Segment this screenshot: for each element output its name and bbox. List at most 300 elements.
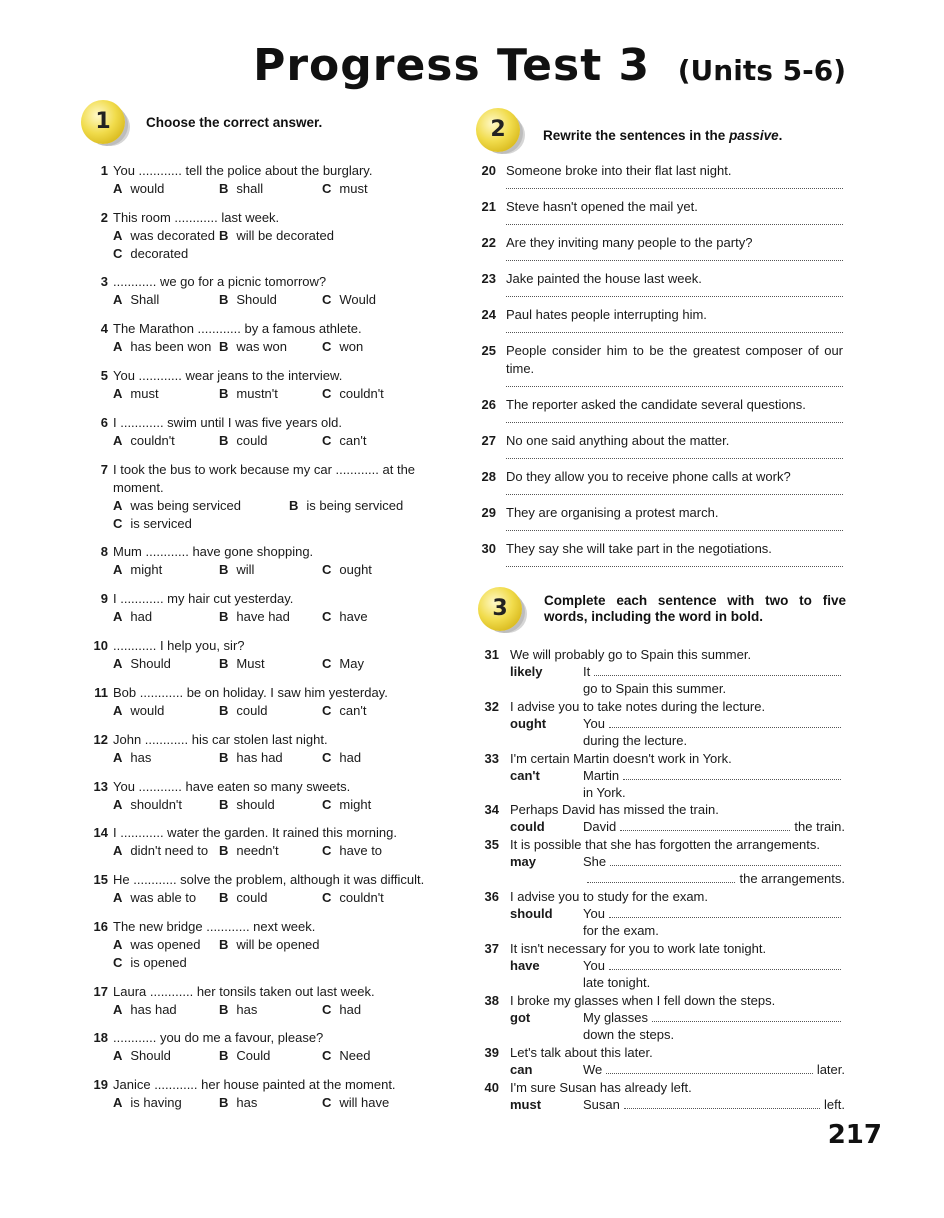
option-text: Need bbox=[339, 1048, 371, 1063]
option-a[interactable] bbox=[113, 385, 159, 403]
item-sentence: Someone broke into their flat last night. bbox=[506, 163, 732, 178]
question-number: 7 bbox=[100, 462, 108, 477]
blank[interactable] bbox=[620, 818, 790, 831]
option-a[interactable] bbox=[113, 291, 159, 309]
section-3-badge: 3 bbox=[478, 587, 522, 631]
blank[interactable] bbox=[587, 870, 735, 883]
option-c[interactable] bbox=[322, 180, 368, 198]
option-b[interactable] bbox=[219, 1047, 270, 1065]
item-sentence: It isn't necessary for you to work late tonight. bbox=[510, 941, 767, 956]
option-b[interactable] bbox=[219, 385, 278, 403]
item-sentence: They are organising a protest march. bbox=[506, 505, 719, 520]
question-stem: You ............ wear jeans to the interview. bbox=[113, 368, 343, 383]
option-text: couldn't bbox=[339, 890, 384, 905]
option-b[interactable] bbox=[289, 497, 403, 515]
answer-line[interactable] bbox=[506, 223, 843, 225]
answer-continue: in York. bbox=[583, 785, 626, 800]
question-stem: He ............ solve the problem, although it was difficult. bbox=[113, 872, 425, 887]
option-b[interactable] bbox=[219, 796, 275, 814]
question-stem: John ............ his car stolen last night. bbox=[113, 732, 328, 747]
option-c[interactable] bbox=[113, 245, 188, 263]
section-2-instruction bbox=[543, 128, 782, 143]
option-text: might bbox=[339, 797, 372, 812]
option-letter: C bbox=[322, 1095, 332, 1110]
item-number: 32 bbox=[484, 699, 499, 714]
option-letter: A bbox=[113, 433, 123, 448]
item-number: 26 bbox=[481, 397, 496, 412]
answer-start: You bbox=[583, 906, 605, 921]
answer-line-2 bbox=[583, 784, 845, 801]
option-b[interactable] bbox=[219, 291, 277, 309]
answer-line[interactable] bbox=[506, 187, 843, 189]
question-number: 5 bbox=[100, 368, 108, 383]
option-letter: C bbox=[322, 890, 332, 905]
item-number: 24 bbox=[481, 307, 496, 322]
answer-line-2 bbox=[583, 974, 845, 991]
keyword: must bbox=[510, 1097, 542, 1112]
option-text: will be decorated bbox=[236, 228, 334, 243]
option-letter: C bbox=[322, 339, 332, 354]
option-text: is opened bbox=[130, 955, 187, 970]
option-letter: C bbox=[322, 843, 332, 858]
answer-line-2 bbox=[583, 732, 845, 749]
option-letter: A bbox=[113, 1048, 123, 1063]
item-number: 29 bbox=[481, 505, 496, 520]
blank[interactable] bbox=[652, 1009, 841, 1022]
question-stem: ............ I help you, sir? bbox=[113, 638, 245, 653]
option-text: will bbox=[236, 562, 255, 577]
option-a[interactable] bbox=[113, 655, 171, 673]
option-letter: B bbox=[219, 433, 229, 448]
answer-continue: late tonight. bbox=[583, 975, 651, 990]
option-text: had bbox=[339, 750, 362, 765]
answer-end: later. bbox=[816, 1062, 845, 1077]
option-text: Should bbox=[236, 292, 277, 307]
option-letter: A bbox=[113, 1095, 123, 1110]
item-sentence: They say she will take part in the negotiations. bbox=[506, 541, 772, 556]
answer-line-2 bbox=[583, 680, 845, 697]
item-number: 21 bbox=[481, 199, 496, 214]
option-c[interactable] bbox=[322, 655, 364, 673]
option-letter: A bbox=[113, 339, 123, 354]
option-letter: B bbox=[219, 656, 229, 671]
question-stem: You ............ tell the police about the burglary. bbox=[113, 163, 373, 178]
option-text: have to bbox=[339, 843, 383, 858]
option-c[interactable] bbox=[322, 561, 372, 579]
answer-line[interactable] bbox=[506, 385, 843, 387]
answer-line-1 bbox=[583, 1061, 845, 1078]
section-2-instruction-prefix: Rewrite the sentences in the bbox=[543, 128, 730, 143]
option-letter: A bbox=[113, 937, 123, 952]
option-letter: B bbox=[219, 609, 229, 624]
item-sentence: Steve hasn't opened the mail yet. bbox=[506, 199, 698, 214]
option-text: didn't need to bbox=[130, 843, 209, 858]
item-sentence: It is possible that she has forgotten the arrangements. bbox=[510, 837, 821, 852]
question-number: 8 bbox=[100, 544, 108, 559]
option-text: was being serviced bbox=[130, 498, 241, 513]
item-sentence: I broke my glasses when I fell down the steps. bbox=[510, 993, 776, 1008]
answer-line[interactable] bbox=[506, 493, 843, 495]
item-number: 31 bbox=[484, 647, 499, 662]
option-letter: B bbox=[219, 890, 229, 905]
item-sentence: I'm certain Martin doesn't work in York. bbox=[510, 751, 732, 766]
option-text: have bbox=[339, 609, 368, 624]
answer-continue: for the exam. bbox=[583, 923, 659, 938]
option-text: shall bbox=[236, 181, 264, 196]
option-letter: C bbox=[322, 433, 332, 448]
keyword: got bbox=[510, 1010, 531, 1025]
option-letter: A bbox=[113, 292, 123, 307]
answer-start: It bbox=[583, 664, 591, 679]
option-text: will have bbox=[339, 1095, 390, 1110]
option-c[interactable] bbox=[113, 515, 192, 533]
option-letter: A bbox=[113, 498, 123, 513]
question-stem: ............ we go for a picnic tomorrow? bbox=[113, 274, 327, 289]
item-sentence: I advise you to study for the exam. bbox=[510, 889, 708, 904]
option-c[interactable] bbox=[322, 1047, 370, 1065]
option-letter: B bbox=[219, 339, 229, 354]
question-stem: This room ............ last week. bbox=[113, 210, 280, 225]
option-letter: B bbox=[219, 386, 229, 401]
option-a[interactable] bbox=[113, 608, 152, 626]
option-b[interactable] bbox=[219, 227, 334, 245]
keyword: ought bbox=[510, 716, 547, 731]
option-letter: B bbox=[219, 1048, 229, 1063]
answer-start: She bbox=[583, 854, 607, 869]
item-number: 30 bbox=[481, 541, 496, 556]
question-number: 10 bbox=[93, 638, 108, 653]
answer-line[interactable] bbox=[506, 565, 843, 567]
option-a[interactable] bbox=[113, 936, 201, 954]
question-number: 11 bbox=[94, 685, 108, 700]
option-text: was won bbox=[236, 339, 287, 354]
question-stem: I ............ swim until I was five years old. bbox=[113, 415, 343, 430]
answer-start: Susan bbox=[583, 1097, 620, 1112]
option-b[interactable] bbox=[219, 702, 267, 720]
item-sentence: No one said anything about the matter. bbox=[506, 433, 730, 448]
answer-start: You bbox=[583, 716, 605, 731]
answer-line-2 bbox=[583, 922, 845, 939]
question-stem: Laura ............ her tonsils taken out last week. bbox=[113, 984, 375, 999]
option-c[interactable] bbox=[322, 385, 384, 403]
option-text: May bbox=[339, 656, 364, 671]
option-letter: B bbox=[219, 562, 229, 577]
option-a[interactable] bbox=[113, 749, 151, 767]
option-c[interactable] bbox=[322, 842, 382, 860]
option-b[interactable] bbox=[219, 936, 320, 954]
option-a[interactable] bbox=[113, 432, 175, 450]
option-text: can't bbox=[339, 703, 367, 718]
option-letter: B bbox=[219, 1095, 229, 1110]
option-c[interactable] bbox=[322, 338, 363, 356]
option-c[interactable] bbox=[322, 291, 376, 309]
option-text: decorated bbox=[130, 246, 189, 261]
option-letter: C bbox=[322, 656, 332, 671]
question-stem: Bob ............ be on holiday. I saw him yesterday. bbox=[113, 685, 388, 700]
option-c[interactable] bbox=[322, 796, 371, 814]
option-text: has bbox=[236, 1095, 258, 1110]
blank[interactable] bbox=[606, 1061, 813, 1074]
item-sentence: Are they inviting many people to the party? bbox=[506, 235, 753, 250]
answer-line-1 bbox=[583, 767, 845, 784]
option-text: was decorated bbox=[130, 228, 215, 243]
answer-start: David bbox=[583, 819, 617, 834]
question-stem: I took the bus to work because my car ............ at the moment. bbox=[113, 462, 416, 495]
option-a[interactable] bbox=[113, 702, 164, 720]
option-b[interactable] bbox=[219, 1094, 257, 1112]
option-b[interactable] bbox=[219, 1001, 257, 1019]
answer-line[interactable] bbox=[506, 331, 843, 333]
option-letter: A bbox=[113, 703, 123, 718]
option-text: would bbox=[130, 703, 165, 718]
option-a[interactable] bbox=[113, 889, 196, 907]
option-letter: C bbox=[322, 386, 332, 401]
question-number: 14 bbox=[93, 825, 108, 840]
option-text: ought bbox=[339, 562, 372, 577]
answer-start: My glasses bbox=[583, 1010, 649, 1025]
test-title: Progress Test 3 bbox=[253, 40, 651, 91]
option-b[interactable] bbox=[219, 180, 263, 198]
item-sentence: The reporter asked the candidate several questions. bbox=[506, 397, 806, 412]
option-text: Shall bbox=[130, 292, 160, 307]
answer-line[interactable] bbox=[506, 529, 843, 531]
option-letter: C bbox=[322, 292, 332, 307]
option-a[interactable] bbox=[113, 227, 215, 245]
question-number: 6 bbox=[100, 415, 108, 430]
question-stem: You ............ have eaten so many sweets. bbox=[113, 779, 351, 794]
option-letter: C bbox=[322, 562, 332, 577]
answer-line-1 bbox=[583, 905, 845, 922]
question-number: 17 bbox=[93, 984, 108, 999]
item-sentence: I advise you to take notes during the lecture. bbox=[510, 699, 766, 714]
keyword: can't bbox=[510, 768, 540, 783]
option-a[interactable] bbox=[113, 796, 182, 814]
question-stem: I ............ water the garden. It rained this morning. bbox=[113, 825, 397, 840]
option-letter: C bbox=[322, 1048, 332, 1063]
question-number: 12 bbox=[93, 732, 108, 747]
option-b[interactable] bbox=[219, 608, 290, 626]
blank[interactable] bbox=[594, 663, 841, 676]
keyword: may bbox=[510, 854, 537, 869]
option-b[interactable] bbox=[219, 842, 279, 860]
section-2-instruction-suffix: . bbox=[778, 128, 783, 143]
option-c[interactable] bbox=[322, 749, 361, 767]
option-text: was able to bbox=[130, 890, 197, 905]
item-sentence: Perhaps David has missed the train. bbox=[510, 802, 719, 817]
item-sentence: Let's talk about this later. bbox=[510, 1045, 653, 1060]
option-text: Would bbox=[339, 292, 377, 307]
blank[interactable] bbox=[624, 1096, 820, 1109]
blank[interactable] bbox=[609, 957, 841, 970]
option-text: could bbox=[236, 890, 268, 905]
page-number: 217 bbox=[827, 1120, 882, 1150]
option-letter: A bbox=[113, 181, 123, 196]
option-text: is having bbox=[130, 1095, 182, 1110]
option-text: is being serviced bbox=[306, 498, 404, 513]
section-2-badge: 2 bbox=[476, 108, 520, 152]
question-number: 2 bbox=[100, 210, 108, 225]
option-c[interactable] bbox=[322, 1094, 389, 1112]
option-text: can't bbox=[339, 433, 367, 448]
blank[interactable] bbox=[610, 853, 841, 866]
option-letter: B bbox=[219, 843, 229, 858]
answer-start: Martin bbox=[583, 768, 620, 783]
keyword: should bbox=[510, 906, 553, 921]
answer-line[interactable] bbox=[506, 295, 843, 297]
test-units: (Units 5-6) bbox=[677, 54, 846, 87]
option-a[interactable] bbox=[113, 1094, 182, 1112]
item-sentence: I'm sure Susan has already left. bbox=[510, 1080, 692, 1095]
option-letter: B bbox=[219, 1002, 229, 1017]
option-a[interactable] bbox=[113, 180, 164, 198]
answer-end: the arrangements. bbox=[739, 871, 845, 886]
option-c[interactable] bbox=[113, 954, 187, 972]
option-letter: C bbox=[113, 246, 123, 261]
option-letter: A bbox=[113, 228, 123, 243]
item-number: 27 bbox=[481, 433, 496, 448]
option-c[interactable] bbox=[322, 608, 368, 626]
blank[interactable] bbox=[623, 767, 841, 780]
item-number: 35 bbox=[484, 837, 499, 852]
option-a[interactable] bbox=[113, 1001, 177, 1019]
item-number: 33 bbox=[484, 751, 499, 766]
blank[interactable] bbox=[609, 715, 841, 728]
question-number: 13 bbox=[93, 779, 108, 794]
option-letter: A bbox=[113, 386, 123, 401]
item-number: 22 bbox=[481, 235, 496, 250]
option-text: Must bbox=[236, 656, 265, 671]
answer-line[interactable] bbox=[506, 421, 843, 423]
answer-continue: go to Spain this summer. bbox=[583, 681, 727, 696]
section-1-instruction: Choose the correct answer. bbox=[146, 115, 323, 130]
option-letter: C bbox=[322, 609, 332, 624]
option-text: will be opened bbox=[236, 937, 320, 952]
option-a[interactable] bbox=[113, 338, 211, 356]
option-text: was opened bbox=[130, 937, 201, 952]
page-title bbox=[253, 40, 846, 91]
option-a[interactable] bbox=[113, 561, 162, 579]
option-a[interactable] bbox=[113, 842, 208, 860]
answer-line-2 bbox=[583, 1026, 845, 1043]
answer-line-1 bbox=[583, 853, 845, 870]
question-stem: Janice ............ her house painted at the moment. bbox=[113, 1077, 396, 1092]
question-number: 16 bbox=[93, 919, 108, 934]
answer-line[interactable] bbox=[506, 457, 843, 459]
option-letter: A bbox=[113, 1002, 123, 1017]
option-text: had bbox=[130, 609, 153, 624]
item-number: 37 bbox=[484, 941, 499, 956]
option-letter: B bbox=[219, 750, 229, 765]
option-a[interactable] bbox=[113, 1047, 171, 1065]
option-c[interactable] bbox=[322, 432, 366, 450]
option-letter: C bbox=[322, 181, 332, 196]
option-text: needn't bbox=[236, 843, 279, 858]
answer-start: We bbox=[583, 1062, 603, 1077]
option-b[interactable] bbox=[219, 889, 267, 907]
option-text: has had bbox=[236, 750, 283, 765]
question-stem: Mum ............ have gone shopping. bbox=[113, 544, 314, 559]
option-text: shouldn't bbox=[130, 797, 183, 812]
option-b[interactable] bbox=[219, 338, 287, 356]
section-3-instruction: Complete each sentence with two to five words, including the word in bold. bbox=[544, 593, 846, 624]
section-1-badge: 1 bbox=[81, 100, 125, 144]
option-letter: A bbox=[113, 750, 123, 765]
item-sentence: Jake painted the house last week. bbox=[506, 271, 702, 286]
answer-line-1 bbox=[583, 1096, 845, 1113]
keyword: can bbox=[510, 1062, 533, 1077]
option-letter: A bbox=[113, 562, 123, 577]
item-number: 39 bbox=[484, 1045, 499, 1060]
option-letter: A bbox=[113, 609, 123, 624]
option-text: would bbox=[130, 181, 165, 196]
item-sentence: Paul hates people interrupting him. bbox=[506, 307, 707, 322]
option-b[interactable] bbox=[219, 432, 267, 450]
option-letter: B bbox=[219, 292, 229, 307]
option-text: could bbox=[236, 703, 268, 718]
option-letter: A bbox=[113, 843, 123, 858]
option-letter: A bbox=[113, 797, 123, 812]
option-letter: C bbox=[322, 750, 332, 765]
answer-line-1 bbox=[583, 1009, 845, 1026]
question-number: 4 bbox=[100, 321, 108, 336]
option-text: had bbox=[339, 1002, 362, 1017]
blank[interactable] bbox=[609, 905, 841, 918]
answer-start: You bbox=[583, 958, 605, 973]
option-text: won bbox=[339, 339, 364, 354]
option-letter: B bbox=[219, 703, 229, 718]
option-letter: C bbox=[322, 1002, 332, 1017]
question-stem: The Marathon ............ by a famous athlete. bbox=[113, 321, 362, 336]
option-text: couldn't bbox=[130, 433, 175, 448]
option-c[interactable] bbox=[322, 889, 384, 907]
question-number: 19 bbox=[93, 1077, 108, 1092]
option-b[interactable] bbox=[219, 749, 283, 767]
option-text: should bbox=[236, 797, 275, 812]
item-sentence: Do they allow you to receive phone calls at work? bbox=[506, 469, 791, 484]
option-c[interactable] bbox=[322, 702, 366, 720]
option-text: must bbox=[339, 181, 368, 196]
option-a[interactable] bbox=[113, 497, 241, 515]
answer-line[interactable] bbox=[506, 259, 843, 261]
option-letter: C bbox=[322, 703, 332, 718]
option-text: might bbox=[130, 562, 163, 577]
option-b[interactable] bbox=[219, 655, 265, 673]
answer-line-1 bbox=[583, 957, 845, 974]
option-letter: B bbox=[219, 228, 229, 243]
option-text: has had bbox=[130, 1002, 177, 1017]
answer-end: the train. bbox=[794, 819, 845, 834]
answer-line-2 bbox=[583, 870, 845, 887]
option-letter: B bbox=[289, 498, 299, 513]
section-2-instruction-em: passive bbox=[729, 128, 779, 143]
option-text: Should bbox=[130, 656, 171, 671]
item-number: 38 bbox=[484, 993, 499, 1008]
item-number: 25 bbox=[481, 343, 496, 358]
item-number: 40 bbox=[484, 1080, 499, 1095]
option-text: has been won bbox=[130, 339, 212, 354]
answer-line-1 bbox=[583, 663, 845, 680]
option-b[interactable] bbox=[219, 561, 254, 579]
option-text: could bbox=[236, 433, 268, 448]
option-text: couldn't bbox=[339, 386, 384, 401]
option-c[interactable] bbox=[322, 1001, 361, 1019]
keyword: could bbox=[510, 819, 545, 834]
answer-line-1 bbox=[583, 818, 845, 835]
option-text: has bbox=[130, 750, 152, 765]
question-stem: The new bridge ............ next week. bbox=[113, 919, 316, 934]
option-letter: A bbox=[113, 656, 123, 671]
question-stem: ............ you do me a favour, please? bbox=[113, 1030, 324, 1045]
